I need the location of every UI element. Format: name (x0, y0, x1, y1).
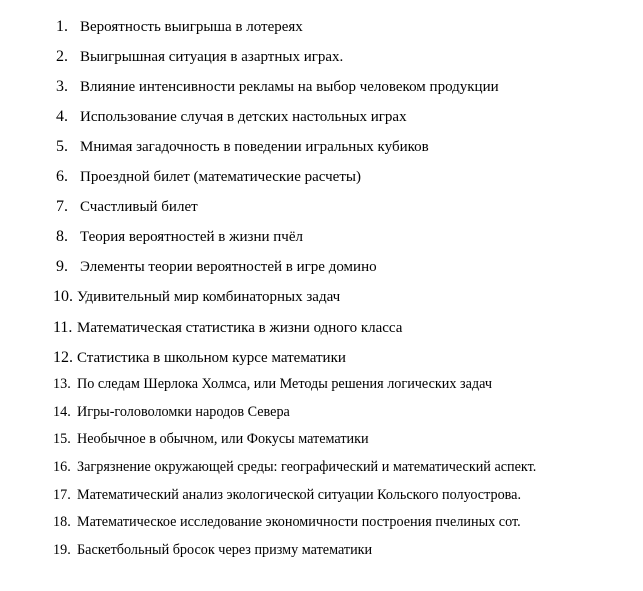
list-item (53, 460, 536, 474)
item-number: 6. (56, 168, 68, 185)
item-text: Вероятность выигрыша в лотереях (80, 19, 303, 35)
list-item (53, 377, 492, 391)
list-item (53, 289, 340, 305)
item-text: Математическое исследование экономичности построения пчелиных сот. (77, 514, 521, 530)
item-number: 13. (53, 376, 71, 392)
list-item (53, 543, 372, 557)
item-text: Проездной билет (математические расчеты) (80, 169, 361, 185)
item-number: 17. (53, 487, 71, 503)
list-item (53, 432, 369, 446)
item-number: 8. (56, 228, 68, 245)
item-number: 16. (53, 459, 71, 475)
item-number: 3. (56, 78, 68, 95)
list-item (53, 139, 429, 155)
item-text: Выигрышная ситуация в азартных играх. (80, 49, 344, 65)
item-number: 2. (56, 48, 68, 65)
item-text: Статистика в школьном курсе математики (77, 350, 346, 366)
list-item (53, 405, 290, 419)
item-text: Игры-головоломки народов Севера (77, 404, 290, 420)
item-text: Счастливый билет (80, 199, 198, 215)
item-number: 12. (53, 349, 73, 366)
list-item (53, 488, 521, 502)
list-item (53, 350, 346, 366)
item-text: Теория вероятностей в жизни пчёл (80, 229, 303, 245)
list-item (53, 515, 521, 529)
list-item (53, 259, 377, 275)
list-item (53, 19, 303, 35)
item-number: 1. (56, 18, 68, 35)
list-item (53, 79, 499, 95)
list-item (53, 109, 407, 125)
item-text: Математическая статистика в жизни одного класса (77, 320, 403, 336)
list-item (53, 199, 198, 215)
item-text: По следам Шерлока Холмса, или Методы решения логических задач (77, 376, 492, 392)
item-number: 9. (56, 258, 68, 275)
item-number: 15. (53, 431, 71, 447)
item-text: Использование случая в детских настольных играх (80, 109, 407, 125)
item-text: Элементы теории вероятностей в игре домино (80, 259, 377, 275)
item-number: 5. (56, 138, 68, 155)
item-number: 14. (53, 404, 71, 420)
item-number: 7. (56, 198, 68, 215)
item-text: Баскетбольный бросок через призму математики (77, 542, 373, 558)
list-item (53, 169, 361, 185)
item-number: 4. (56, 108, 68, 125)
list-item (53, 320, 402, 336)
item-text: Удивительный мир комбинаторных задач (77, 289, 341, 305)
item-text: Математический анализ экологической ситуации Кольского полуострова. (77, 487, 522, 503)
item-text: Загрязнение окружающей среды: географический и математический аспект. (77, 459, 537, 475)
list-item (53, 49, 343, 65)
item-number: 11. (53, 319, 73, 336)
item-number: 18. (53, 514, 71, 530)
item-text: Мнимая загадочность в поведении игральных кубиков (80, 139, 429, 155)
item-number: 10. (53, 288, 73, 305)
item-text: Влияние интенсивности рекламы на выбор человеком продукции (80, 79, 499, 95)
list-item (53, 229, 303, 245)
item-number: 19. (53, 542, 71, 558)
item-text: Необычное в обычном, или Фокусы математики (77, 431, 369, 447)
